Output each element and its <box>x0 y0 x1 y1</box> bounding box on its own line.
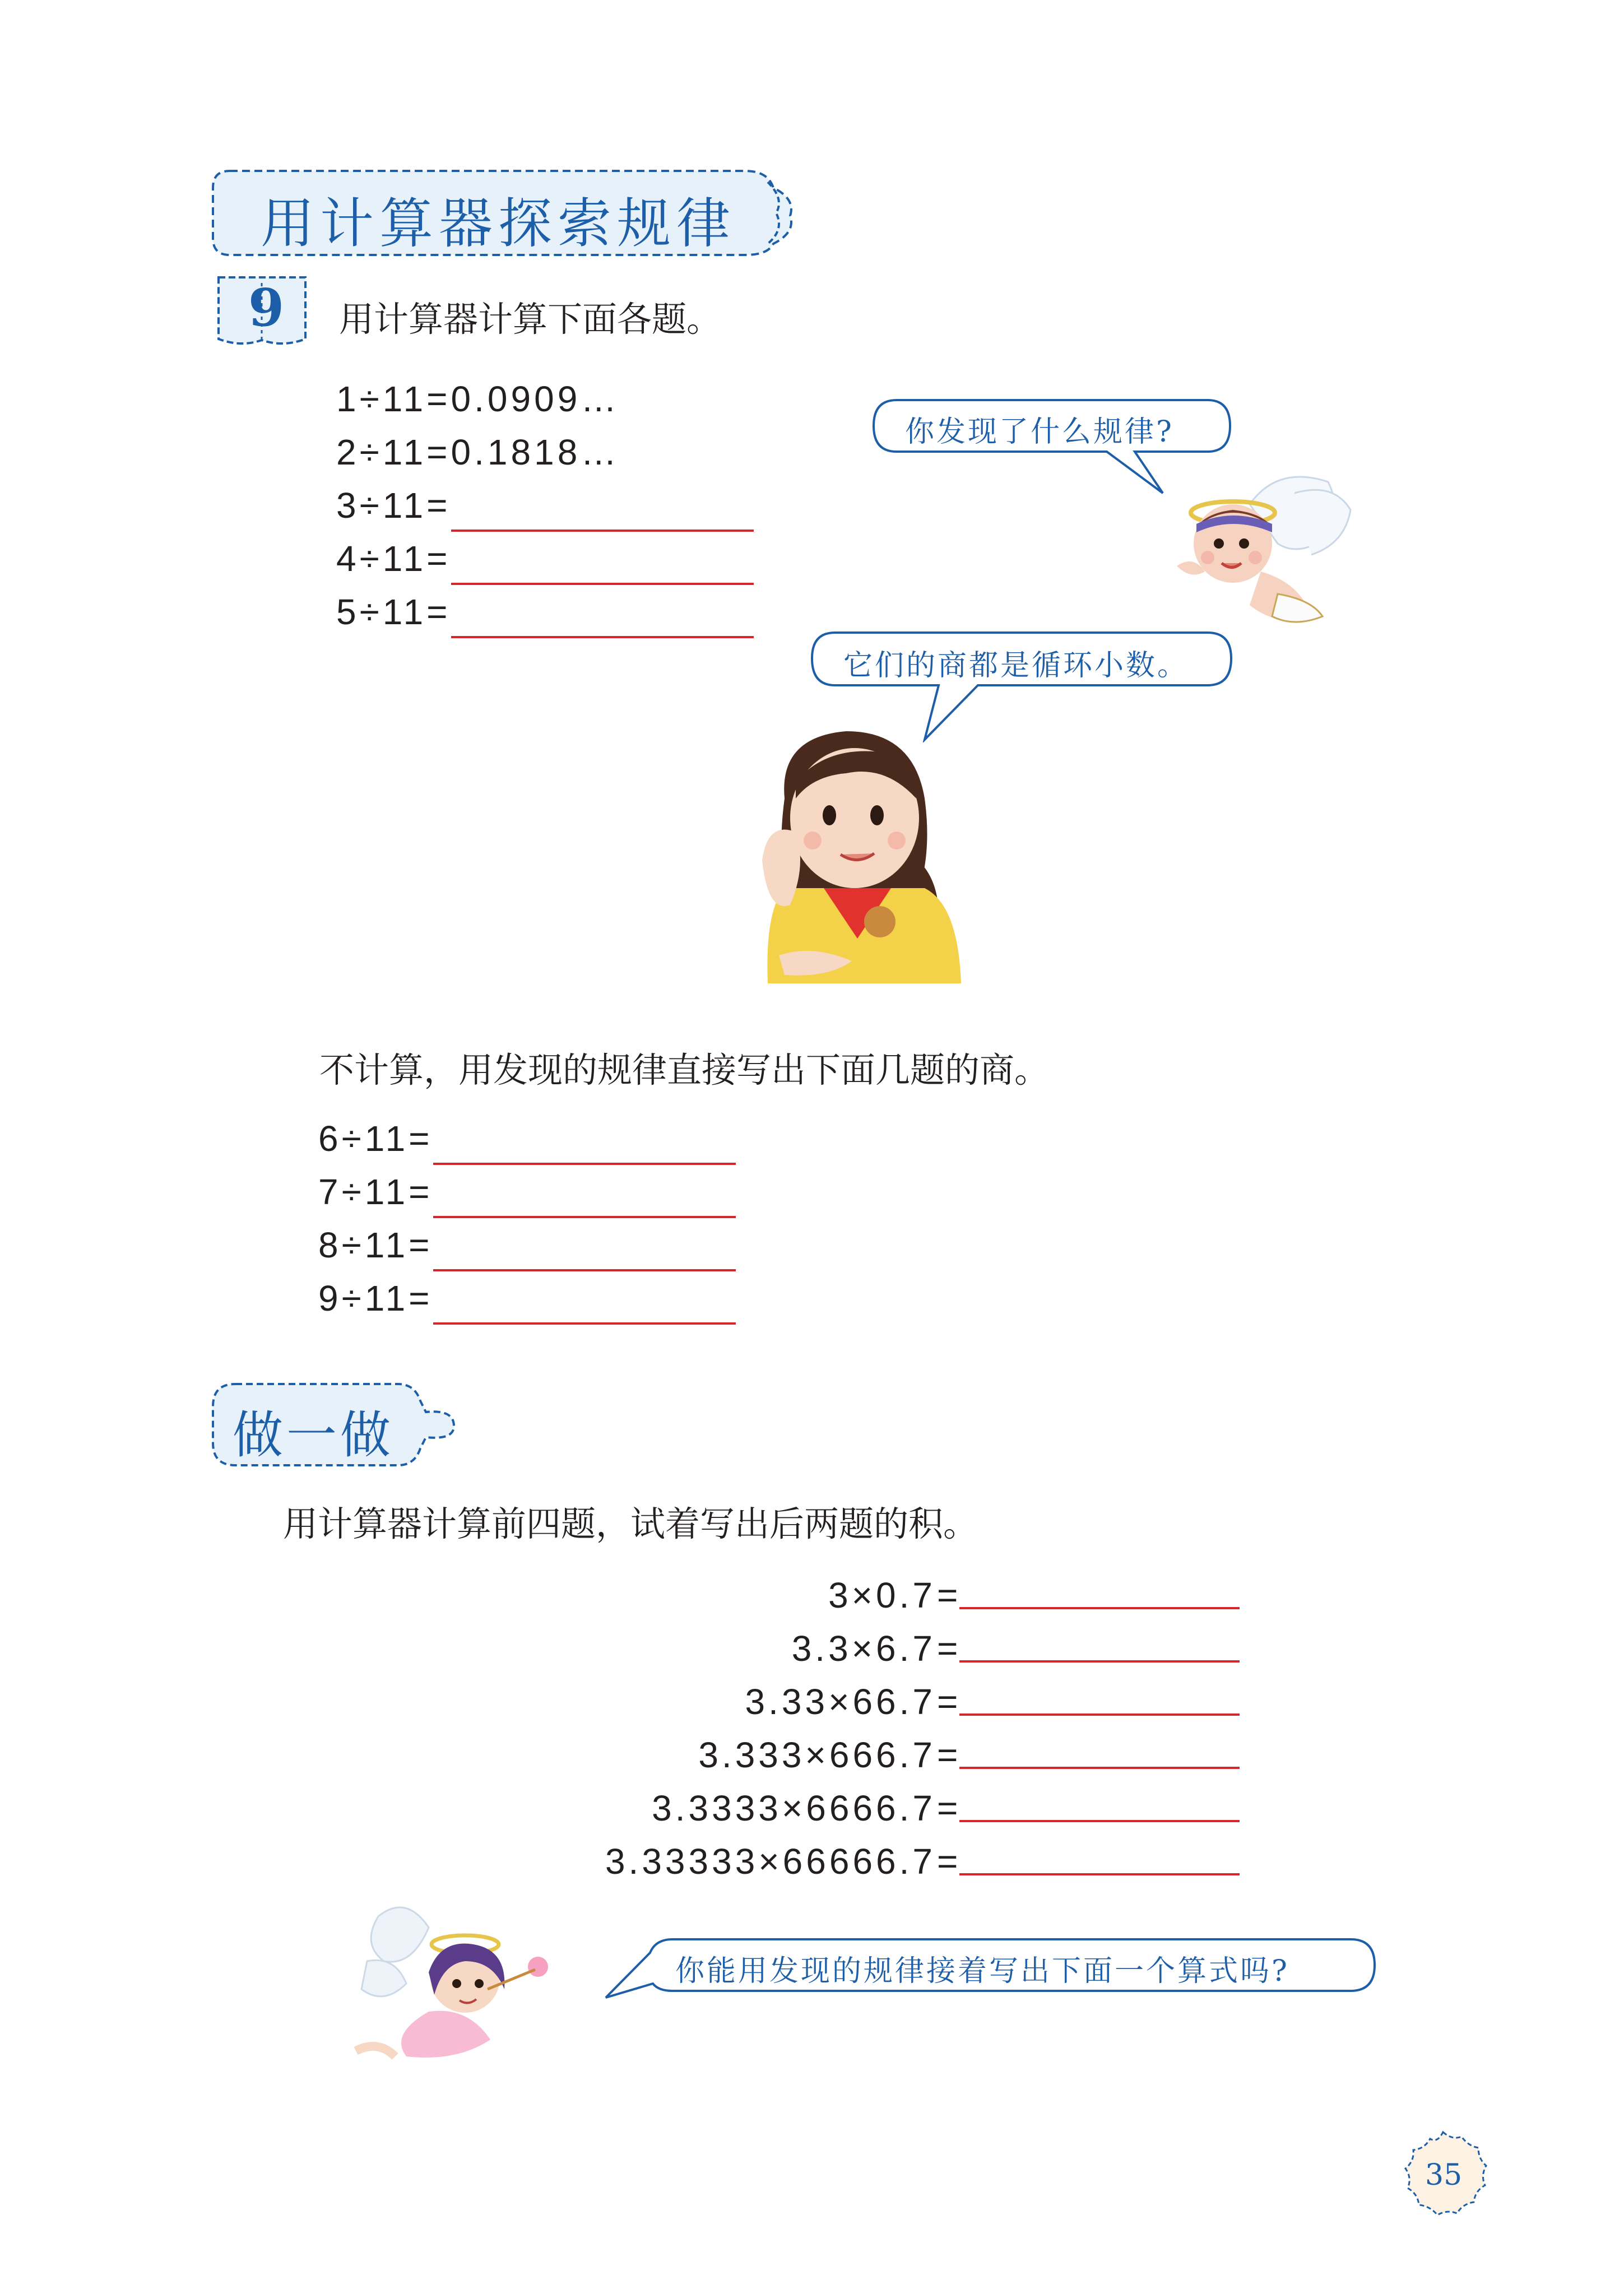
division-row <box>318 1278 736 1331</box>
girl-illustration <box>745 720 981 1003</box>
division-expr: 5÷11= <box>336 592 451 632</box>
page-number-badge <box>1390 2124 1496 2230</box>
multiplication-list <box>0 1575 1624 1894</box>
division-row <box>318 1224 736 1278</box>
division-expr: 6÷11= <box>318 1118 433 1159</box>
multiplication-row <box>0 1787 1624 1832</box>
division-row <box>336 378 754 431</box>
multiplication-row <box>0 1575 1624 1619</box>
example-number: 9 <box>248 277 285 338</box>
equals-sign: = <box>937 1841 962 1882</box>
answer-blank[interactable] <box>959 1713 1240 1716</box>
answer-blank[interactable] <box>451 488 754 532</box>
answer-blank[interactable] <box>959 1660 1240 1663</box>
division-expr: 7÷11= <box>318 1172 433 1212</box>
equals-sign: = <box>937 1735 962 1775</box>
division-expr: 4÷11= <box>336 538 451 579</box>
example-number-badge <box>210 272 314 356</box>
answer-blank[interactable] <box>451 595 754 638</box>
division-row <box>318 1118 736 1171</box>
multiplication-row <box>0 1681 1624 1726</box>
section-title: 用计算器探索规律 <box>261 192 736 255</box>
multiplication-expr: 3.3333×6666.7 <box>652 1788 936 1828</box>
answer-blank[interactable] <box>959 1873 1240 1875</box>
division-expr: 3÷11= <box>336 485 451 526</box>
fairy-illustration <box>345 1894 569 2079</box>
girl-bubble-text: 它们的商都是循环小数。 <box>843 649 1189 682</box>
answer-blank[interactable] <box>959 1820 1240 1822</box>
equals-sign: = <box>937 1628 962 1669</box>
answer-blank[interactable] <box>451 541 754 585</box>
equals-sign: = <box>937 1575 962 1615</box>
answer-blank[interactable] <box>433 1174 736 1218</box>
division-expr: 9÷11= <box>318 1278 433 1318</box>
angel-illustration <box>1166 459 1356 633</box>
practice-instruction: 用计算器计算前四题，试着写出后两题的积。 <box>283 1503 978 1544</box>
equals-sign: = <box>937 1788 962 1828</box>
multiplication-expr: 3.33333×66666.7 <box>605 1841 936 1882</box>
practice-title: 做一做 <box>233 1406 394 1465</box>
division-row <box>318 1171 736 1224</box>
fairy-speech-bubble <box>602 1936 1379 2000</box>
example-instruction: 用计算器计算下面各题。 <box>339 299 722 340</box>
answer-blank[interactable] <box>959 1607 1240 1609</box>
section-title-banner <box>207 165 801 261</box>
angel-bubble-text: 你发现了什么规律? <box>905 415 1174 449</box>
answer-blank[interactable] <box>433 1228 736 1271</box>
answer-blank[interactable] <box>433 1121 736 1165</box>
girl-thinking-icon <box>745 720 981 1003</box>
page-number: 35 <box>1425 2158 1463 2192</box>
practice-title-banner <box>207 1378 460 1474</box>
division-expr: 2÷11=0.1818… <box>336 432 620 472</box>
fairy-bubble-text: 你能用发现的规律接着写出下面一个算式吗? <box>675 1954 1289 1988</box>
multiplication-expr: 3.333×666.7 <box>698 1735 936 1775</box>
division-list-1 <box>336 378 754 644</box>
multiplication-expr: 3.33×66.7 <box>745 1682 936 1722</box>
fairy-icon <box>345 1894 569 2079</box>
division-row <box>336 431 754 485</box>
multiplication-expr: 3×0.7 <box>828 1575 936 1615</box>
division-expr: 8÷11= <box>318 1225 433 1265</box>
multiplication-row <box>0 1734 1624 1779</box>
division-row <box>336 485 754 538</box>
angel-icon <box>1166 459 1356 633</box>
multiplication-row <box>0 1628 1624 1673</box>
equals-sign: = <box>937 1682 962 1722</box>
division-row <box>336 538 754 591</box>
multiplication-row <box>0 1841 1624 1886</box>
division-row <box>336 591 754 644</box>
answer-blank[interactable] <box>959 1767 1240 1769</box>
answer-blank[interactable] <box>433 1281 736 1325</box>
multiplication-expr: 3.3×6.7 <box>791 1628 936 1669</box>
division-list-2 <box>318 1118 736 1331</box>
example-instruction-2: 不计算，用发现的规律直接写出下面几题的商。 <box>319 1050 1050 1090</box>
division-expr: 1÷11=0.0909… <box>336 379 620 419</box>
